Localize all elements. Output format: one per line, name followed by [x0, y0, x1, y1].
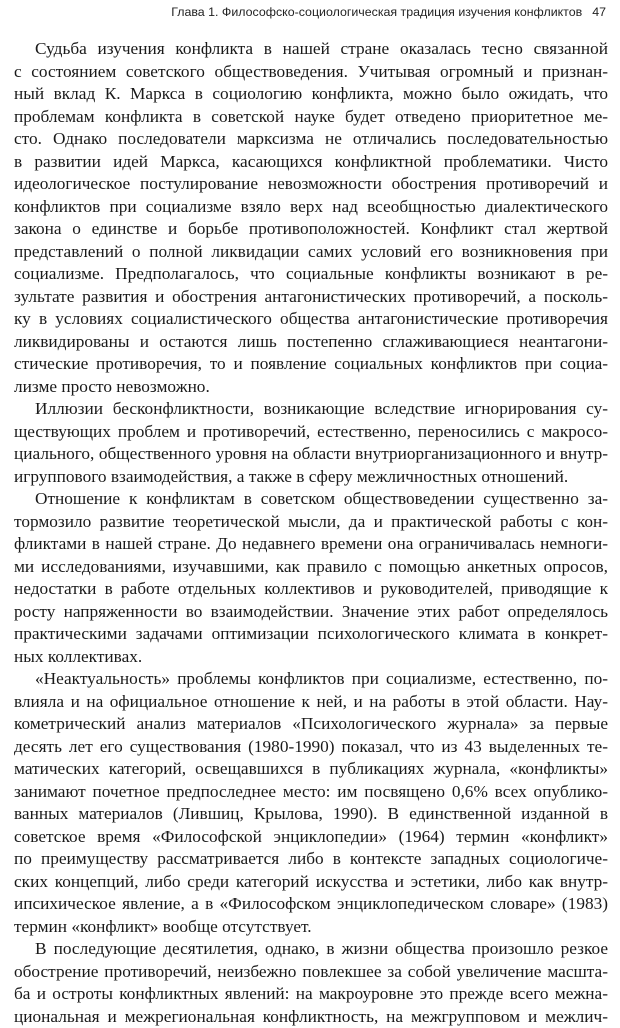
text-line: Судьба изучения конфликта в нашей стране оказалась тесно связанной [14, 38, 608, 61]
text-line: ипсихическое явление, а в «Философском энциклопедическом словаре» (1983) [14, 893, 608, 916]
text-line: ванных материалов (Лившиц, Крылова, 1990). В единственной изданной в [14, 803, 608, 826]
text-line: ных коллективах. [14, 646, 608, 669]
text-line: игруппового взаимодействия, а также в сферу межличностных отношений. [14, 466, 608, 489]
text-line: десять лет его существования (1980-1990) показал, что из 43 выделенных те- [14, 736, 608, 759]
text-line: циональная и межрегиональная конфликтность, на межгрупповом и межлич- [14, 1006, 608, 1028]
text-line: практическими задачами оптимизации психологического климата в конкрет- [14, 623, 608, 646]
running-header [150, 2, 606, 22]
text-line: Иллюзии бесконфликтности, возникающие вследствие игнорирования су- [14, 398, 608, 421]
text-line: ба и остроты конфликтных явлений: на макроуровне это прежде всего межна- [14, 983, 608, 1006]
text-line: В последующие десятилетия, однако, в жизни общества произошло резкое [14, 938, 608, 961]
text-line: «Неактуальность» проблемы конфликтов при социализме, естественно, по- [14, 668, 608, 691]
text-line: с состоянием советского обществоведения. Учитывая огромный и признан- [14, 61, 608, 84]
text-line: занимают почетное предпоследнее место: им посвящено 0,6% всех опублико- [14, 781, 608, 804]
text-line: росту напряженности во взаимодействии. Значение этих работ определялось [14, 601, 608, 624]
text-line: недостатки в работе отдельных коллективов и руководителей, приводящие к [14, 578, 608, 601]
text-line: по преимуществу рассматривается либо в контексте западных социологиче- [14, 848, 608, 871]
text-line: лизме просто невозможно. [14, 376, 608, 399]
body-text [14, 38, 608, 1028]
text-line: ный вклад К. Маркса в социологию конфликта, можно было ожидать, что [14, 83, 608, 106]
text-line: ских концепций, либо среди категорий искусства и эстетики, либо как внутр- [14, 871, 608, 894]
paragraph-4 [14, 668, 608, 938]
text-line: советское время «Философской энциклопедии» (1964) термин «конфликт» [14, 826, 608, 849]
text-line: матических категорий, освещавшихся в публикациях журнала, «конфликты» [14, 758, 608, 781]
text-line: влияла и на официальное отношение к ней, и на работы в этой области. Нау- [14, 691, 608, 714]
text-line: проблемам конфликта в советской науке будет отведено приоритетное ме- [14, 106, 608, 129]
text-line: тормозило развитие теоретической мысли, да и практической работы с кон- [14, 511, 608, 534]
paragraph-2 [14, 398, 608, 488]
text-line: представлений о полной ликвидации самих условий его возникновения при [14, 241, 608, 264]
text-line: социализме. Предполагалось, что социальные конфликты возникают в ре- [14, 263, 608, 286]
text-line: ми исследованиями, изучавшими, как правило с помощью анкетных опросов, [14, 556, 608, 579]
text-line: конфликтов при социализме взяло верх над всеобщностью диалектического [14, 196, 608, 219]
paragraph-3 [14, 488, 608, 668]
text-line: стические противоречия, то и появление социальных конфликтов при социа- [14, 353, 608, 376]
text-line: кометрический анализ материалов «Психологического журнала» за первые [14, 713, 608, 736]
text-line: идеологическое постулирование невозможности обострения противоречий и [14, 173, 608, 196]
text-line: закона о единстве и борьбе противоположностей. Конфликт стал жертвой [14, 218, 608, 241]
page-number: 47 [592, 2, 606, 22]
text-line: ку в условиях социалистического общества антагонистические противоречия [14, 308, 608, 331]
text-line: в развитии идей Маркса, касающихся конфликтной проблематики. Чисто [14, 151, 608, 174]
text-line: зультате развития и обострения антагонистических противоречий, а посколь- [14, 286, 608, 309]
text-line: фликтами в нашей стране. До недавнего времени она ограничивалась немноги- [14, 533, 608, 556]
text-line: сто. Однако последователи марксизма не отличались последовательностью [14, 128, 608, 151]
paragraph-1 [14, 38, 608, 398]
text-line: циального, общественного уровня на области внутриорганизационного и внутр- [14, 443, 608, 466]
text-line: ществующих проблем и противоречий, естественно, переносились с макросо- [14, 421, 608, 444]
text-line: термин «конфликт» вообще отсутствует. [14, 916, 608, 939]
text-line: Отношение к конфликтам в советском обществоведении существенно за- [14, 488, 608, 511]
paragraph-5 [14, 938, 608, 1028]
chapter-title: Глава 1. Философско-социологическая традиция изучения конфликтов [171, 5, 582, 19]
text-line: ликвидированы и остаются лишь постепенно сглаживающиеся неантагони- [14, 331, 608, 354]
text-line: обострение противоречий, неизбежно повлекшее за собой увеличение масшта- [14, 961, 608, 984]
